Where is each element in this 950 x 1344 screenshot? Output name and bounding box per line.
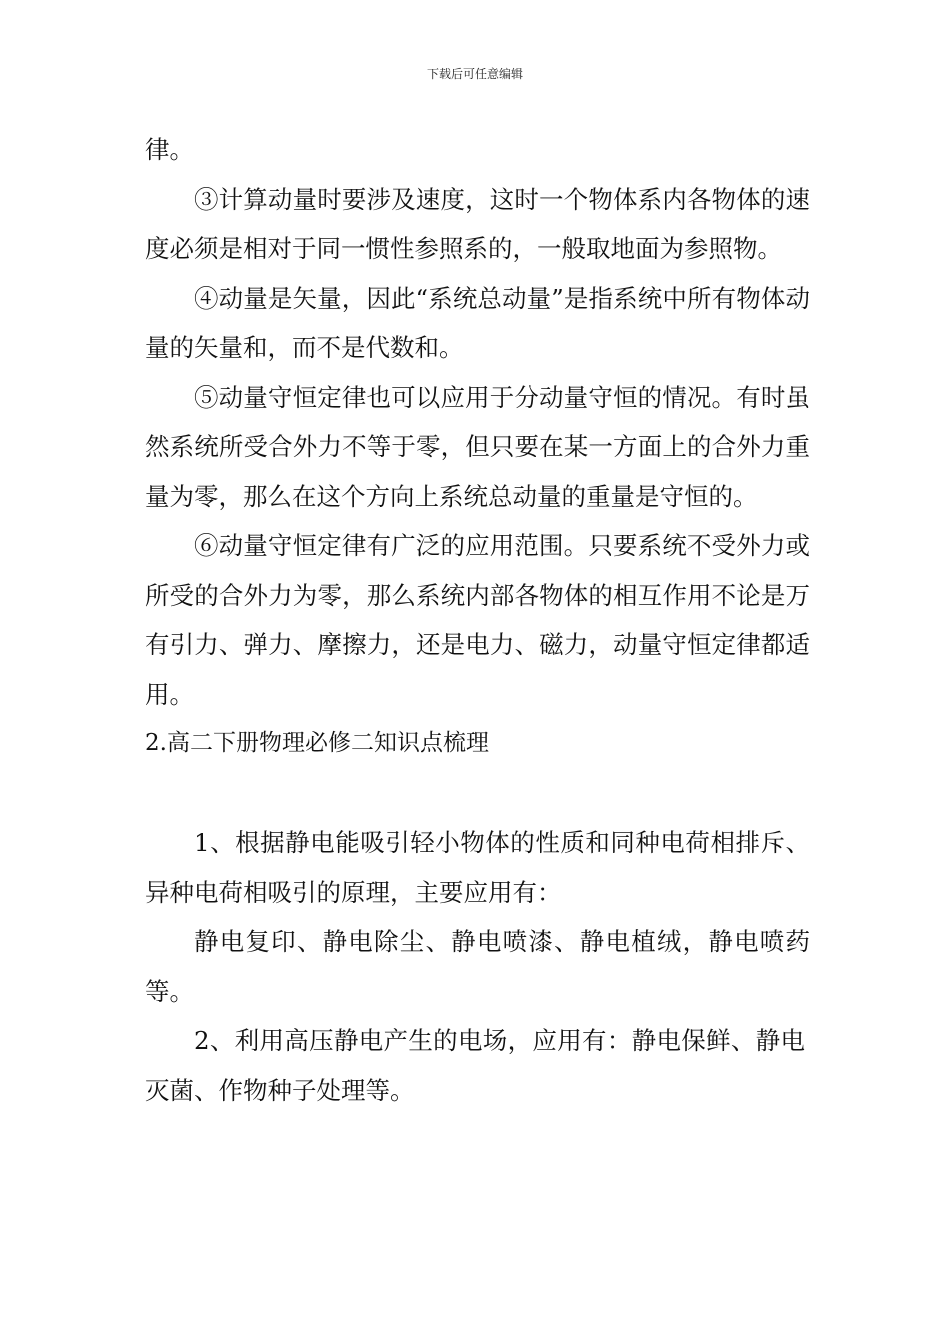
paragraph-continuation: 律。 [145,135,194,164]
paragraph-item-6: ⑥动量守恒定律有广泛的应用范围。只要系统不受外力或所受的合外力为零，那么系统内部各物体的相互作用不论是万有引力、弹力、摩擦力，还是电力、磁力，动量守恒定律都适用。 [145,531,810,709]
section-heading: 2.高二下册物理必修二知识点梳理 [145,730,489,756]
paragraph-applications: 静电复印、静电除尘、静电喷漆、静电植绒，静电喷药等。 [145,927,810,1006]
blank-line [145,769,810,819]
paragraph-item-4: ④动量是矢量，因此“系统总动量”是指系统中所有物体动量的矢量和，而不是代数和。 [145,283,810,362]
paragraph-item-5: ⑤动量守恒定律也可以应用于分动量守恒的情况。有时虽然系统所受合外力不等于零，但只要在某一方面上的合外力重量为零，那么在这个方向上系统总动量的重量是守恒的。 [145,382,810,511]
page-header: 下载后可任意编辑 [426,67,523,81]
paragraph-item-3: ③计算动量时要涉及速度，这时一个物体系内各物体的速度必须是相对于同一惯性参照系的，一般取地面为参照物。 [145,184,810,263]
document-body [145,125,810,1115]
paragraph-point-2: 2、利用高压静电产生的电场，应用有：静电保鲜、静电灭菌、作物种子处理等。 [145,1026,805,1105]
paragraph-point-1: 1、根据静电能吸引轻小物体的性质和同种电荷相排斥、异种电荷相吸引的原理，主要应用有： [145,828,810,907]
